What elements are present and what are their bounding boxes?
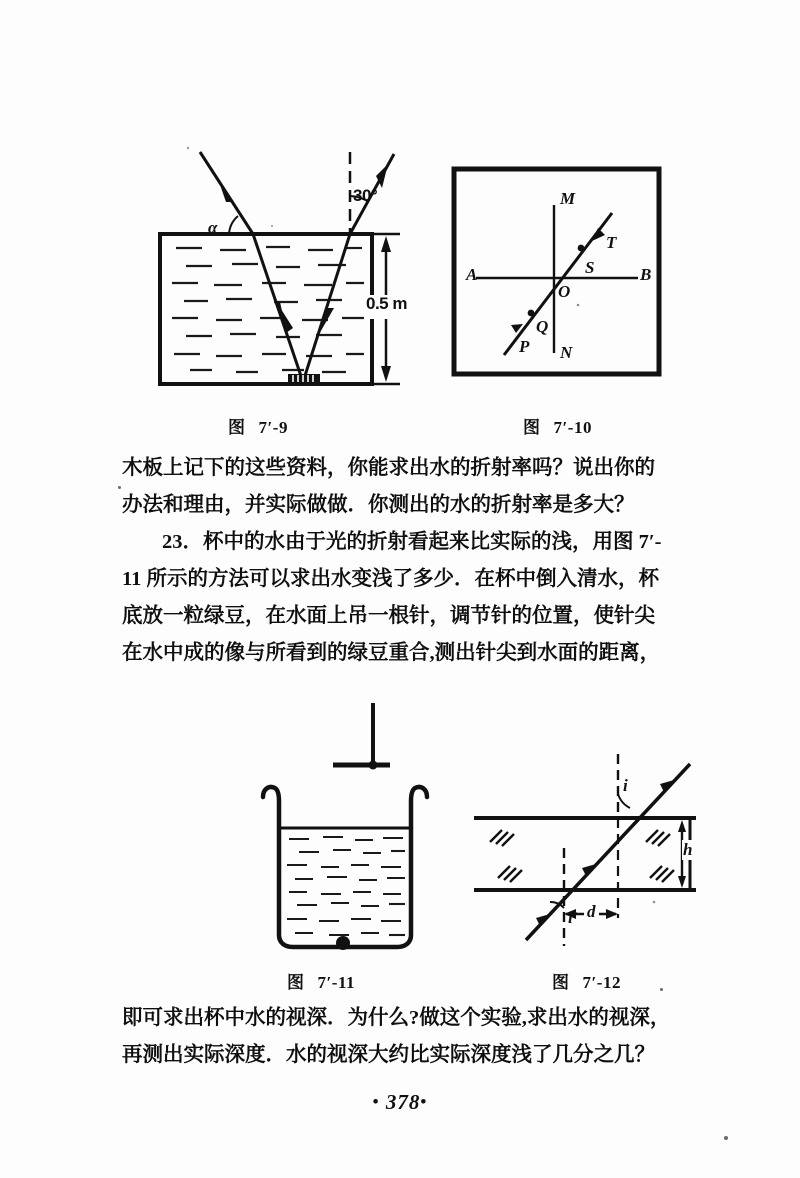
page-number-dot-right: • [420, 1092, 428, 1111]
paragraph-3-line-1: 即可求出杯中水的视深．为什么?做这个实验,求出水的视深， [122, 1007, 671, 1029]
fig-7-10-label-O: O [558, 282, 571, 301]
figure-7-10-caption-number: 7′-10 [553, 418, 592, 437]
figure-row-top [0, 140, 800, 405]
fig-7-9-depth-label: 0.5 m [366, 294, 407, 313]
figure-7-12-drawing [468, 750, 703, 955]
figure-7-9-caption [228, 413, 288, 438]
page-number-dot-left: • [372, 1092, 380, 1111]
fig-7-10-label-Q: Q [536, 317, 549, 336]
page-number [0, 1090, 800, 1115]
paragraph-1-line-1: 木板上记下的这些资料，你能求出水的折射率吗？说出你的 [122, 457, 655, 479]
fig-7-10-label-T: T [606, 233, 617, 252]
figure-7-12 [468, 750, 703, 955]
fig-7-9-alpha-label: α [208, 218, 218, 237]
medium-hatch-marks [490, 830, 674, 882]
fig-7-12-label-i: i [623, 776, 628, 795]
beaker-water-hatching [287, 837, 405, 935]
figure-7-12-caption [552, 968, 621, 993]
figure-7-10 [450, 165, 665, 380]
fig-7-10-label-P: P [519, 337, 530, 356]
page-number-value: 378 [385, 1090, 421, 1114]
figure-7-11-caption-word: 图 [287, 973, 305, 992]
fig-7-9-angle-30-label: 30° [353, 186, 378, 205]
fig-7-12-label-i-prime: i′ [568, 908, 578, 927]
scan-speck [660, 988, 663, 991]
fig-7-10-label-S: S [585, 258, 595, 277]
figure-7-10-caption [523, 413, 592, 438]
fig-7-12-label-h: h [683, 840, 693, 859]
paragraph-2-line-1: 23．杯中的水由于光的折射看起来比实际的浅，用图 7′- [162, 531, 662, 553]
figure-7-11-caption-number: 7′-11 [317, 973, 356, 992]
scan-speck [118, 486, 121, 489]
body-paragraph-1 [122, 450, 692, 524]
paragraph-2-line-4: 在水中成的像与所看到的绿豆重合,测出针尖到水面的距离， [122, 642, 661, 664]
fig-7-10-label-B: B [640, 265, 652, 284]
figure-7-9 [150, 140, 410, 400]
figure-7-9-caption-number: 7′-9 [258, 418, 288, 437]
body-paragraph-3 [122, 1000, 692, 1074]
paragraph-3-line-2: 再测出实际深度．水的视深大约比实际深度浅了几分之几？ [122, 1044, 655, 1066]
fig-7-10-label-N: N [560, 343, 573, 362]
fig-7-12-label-d: d [584, 902, 599, 922]
fig-7-10-label-A: A [466, 265, 478, 284]
figure-7-9-caption-word: 图 [228, 418, 246, 437]
figure-7-11-caption [287, 968, 355, 993]
figure-7-11 [245, 695, 460, 960]
figure-7-10-caption-word: 图 [523, 418, 541, 437]
scan-speck [724, 1136, 728, 1140]
figure-7-11-drawing [245, 695, 460, 960]
paragraph-2-line-3: 底放一粒绿豆，在水面上吊一根针，调节针的位置，使针尖 [122, 605, 655, 627]
paragraph-2-line-2: 11 所示的方法可以求出水变浅了多少．在杯中倒入清水，杯 [122, 568, 659, 590]
figure-7-10-drawing [450, 165, 665, 380]
water-hatching [172, 247, 364, 372]
figure-7-12-caption-number: 7′-12 [582, 973, 621, 992]
figure-7-12-caption-word: 图 [552, 973, 570, 992]
paragraph-1-line-2: 办法和理由，并实际做做．你测出的水的折射率是多大？ [122, 494, 635, 516]
fig-7-10-label-M: M [560, 189, 576, 208]
figure-row-bottom [0, 695, 800, 965]
figure-7-9-drawing [150, 140, 410, 400]
body-paragraph-2 [122, 524, 692, 672]
